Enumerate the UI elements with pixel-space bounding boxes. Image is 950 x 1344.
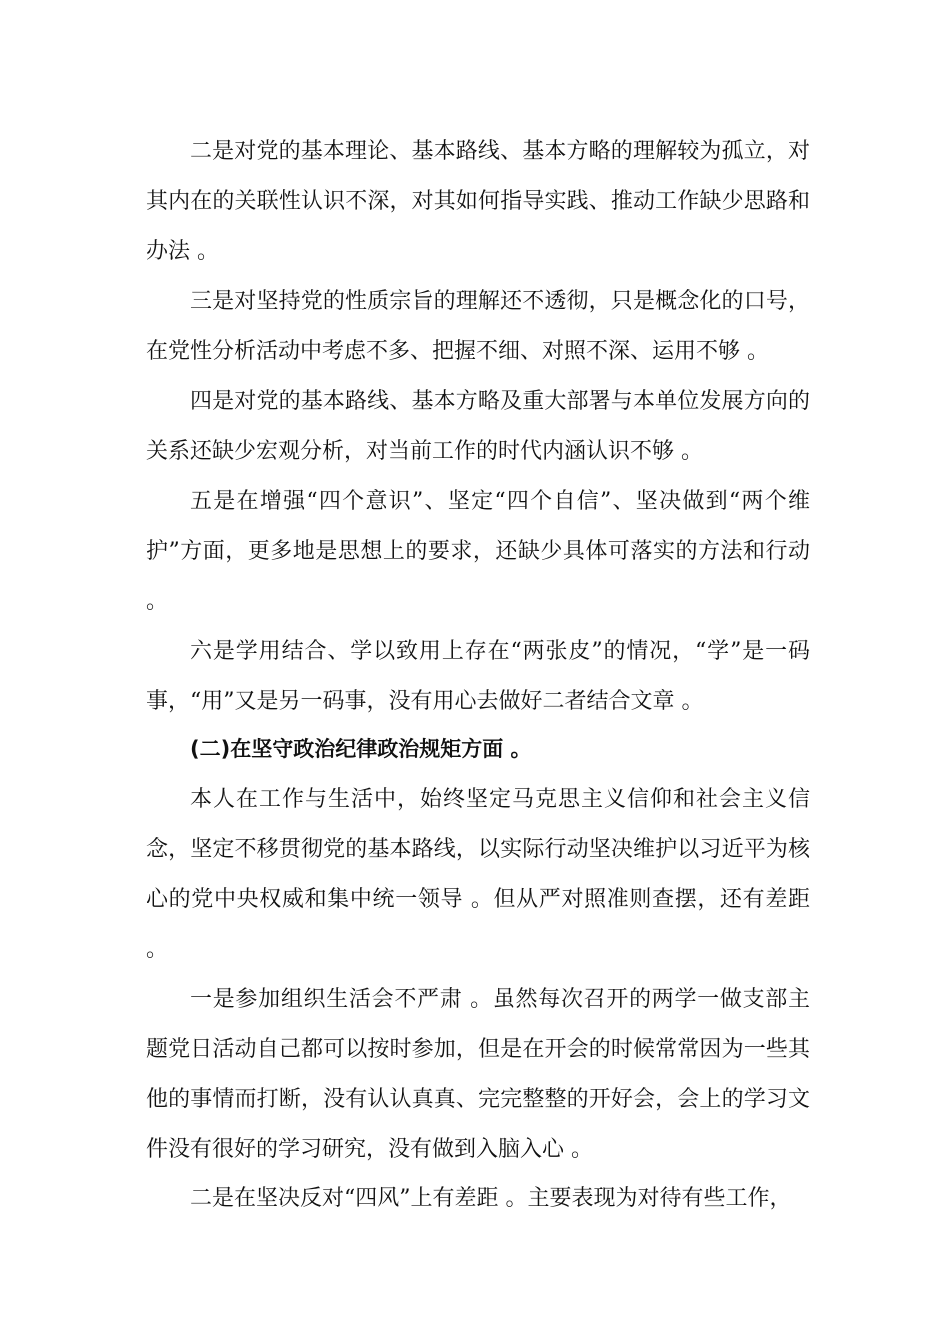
paragraph-four-winds: 二是在坚决反对“四风”上有差距 。主要表现为对待有些工作， — [190, 1186, 792, 1211]
paragraph-learning-application: 六是学用结合、学以致用上存在“两张皮”的情况，“学”是一码事，“用”又是另一码事，没有用心去做好二者结合文章 。 — [146, 639, 810, 714]
paragraph-four-consciousness: 五是在增强“四个意识”、坚定“四个自信”、坚决做到“两个维护”方面，更多地是思想上的要求，还缺少具体可落实的方法和行动 。 — [146, 489, 810, 614]
section-heading-political-discipline: (二)在坚守政治纪律政治规矩方面 。 — [190, 737, 532, 761]
paragraph-party-nature: 三是对坚持党的性质宗旨的理解还不透彻，只是概念化的口号，在党性分析活动中考虑不多、把握不细、对照不深、运用不够 。 — [146, 289, 810, 364]
paragraph-self-assessment: 本人在工作与生活中，始终坚定马克思主义信仰和社会主义信念，坚定不移贯彻党的基本路线，以实际行动坚决维护以习近平为核心的党中央权威和集中统一领导 。但从严对照准则查摆，还有差距 。 — [146, 787, 810, 962]
paragraph-basic-line: 四是对党的基本路线、基本方略及重大部署与本单位发展方向的关系还缺少宏观分析，对当前工作的时代内涵认识不够 。 — [146, 389, 810, 464]
paragraph-theory-understanding: 二是对党的基本理论、基本路线、基本方略的理解较为孤立，对其内在的关联性认识不深，对其如何指导实践、推动工作缺少思路和办法 。 — [146, 139, 810, 264]
paragraph-organization-life: 一是参加组织生活会不严肃 。虽然每次召开的两学一做支部主题党日活动自己都可以按时参加，但是在开会的时候常常因为一些其他的事情而打断，没有认认真真、完完整整的开好会，会上的学习文件没有很好的学习研究，没有做到入脑入心 。 — [146, 987, 810, 1162]
